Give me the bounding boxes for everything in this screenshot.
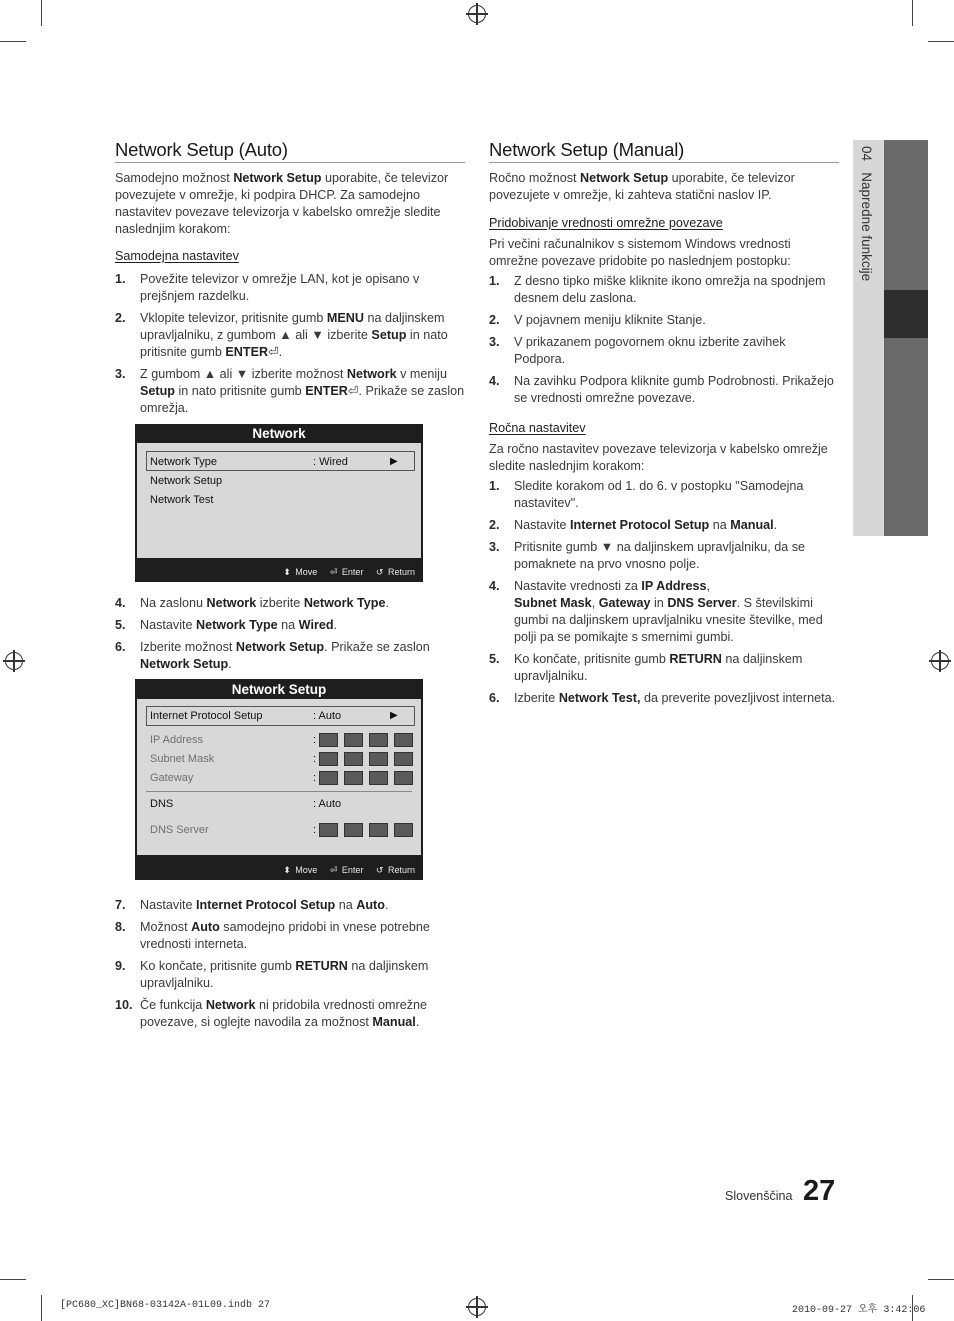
- step-number: 8.: [115, 920, 126, 934]
- crop-mark: [41, 0, 42, 26]
- step-text: V prikazanem pogovornem oknu izberite zavihek Podpora.: [514, 335, 786, 366]
- step-item: [489, 651, 839, 685]
- network-screen: [135, 424, 423, 582]
- network-setup-screen: [135, 679, 423, 880]
- ip-address-fields[interactable]: [319, 733, 413, 747]
- step-number: 10.: [115, 998, 133, 1012]
- chapter-tab-strip: [884, 140, 928, 536]
- step-number: 3.: [489, 540, 500, 554]
- step-number: 1.: [115, 272, 126, 286]
- subtitle-obtain-values: Pridobivanje vrednosti omrežne povezave: [489, 216, 723, 230]
- step-item: [489, 334, 839, 368]
- crop-mark: [0, 1279, 26, 1280]
- network-screen-title: Network: [252, 426, 306, 441]
- step-number: 9.: [115, 959, 126, 973]
- dns-server-label: DNS Server: [150, 824, 209, 836]
- crop-mark: [912, 0, 913, 26]
- network-type-value: : Wired: [313, 456, 348, 468]
- chapter-tab-marker: [884, 290, 928, 338]
- crop-mark: [928, 41, 954, 42]
- step-text: Z gumbom ▲ ali ▼ izberite možnost Network v meniju Setup in nato pritisnite gumb ENTER⏎. Prikaže se zaslon omrežja.: [140, 367, 465, 415]
- colon: :: [313, 753, 317, 765]
- step-item: [115, 595, 465, 612]
- network-setup-screen-footer: ⬍ Move ⏎ Enter ↺ Return: [283, 865, 415, 875]
- step-item: [489, 478, 839, 512]
- step-item: [489, 517, 839, 534]
- ip-address-label: IP Address: [150, 734, 203, 746]
- step-text: Z desno tipko miške kliknite ikono omrežja na spodnjem desnem delu zaslona.: [514, 274, 826, 305]
- step-text: Na zaslonu Network izberite Network Type.: [140, 596, 389, 610]
- dns-value: : Auto: [313, 798, 342, 810]
- step-item: [115, 271, 465, 305]
- network-setup-screen-title: Network Setup: [231, 682, 327, 697]
- network-setup-screen-body: [137, 699, 421, 855]
- step-number: 2.: [489, 518, 500, 532]
- return-icon: ↺: [375, 567, 384, 577]
- step-number: 3.: [489, 335, 500, 349]
- print-file-info: [PC680_XC]BN68-03142A-01L09.indb 27: [60, 1300, 271, 1311]
- step-item: [115, 997, 465, 1031]
- step-text: Nastavite vrednosti za IP Address, Subnet Mask, Gateway in DNS Server. S številskimi gumbi na daljinskem upravljalniku vnesite številke, med polji pa se pomikajte s smernimi gumbi.: [514, 579, 823, 644]
- step-number: 2.: [489, 313, 500, 327]
- step-number: 6.: [115, 640, 126, 654]
- step-item: [115, 919, 465, 953]
- title-rule: [115, 162, 465, 163]
- subtitle-manual-setup: Ročna nastavitev: [489, 421, 586, 435]
- print-date-info: 2010-09-27 오후 3:42:06: [792, 1305, 926, 1316]
- steps-list-a: [115, 271, 465, 422]
- enter-icon: ⏎: [329, 567, 338, 577]
- step-number: 6.: [489, 691, 500, 705]
- step-item: [115, 366, 465, 417]
- step-text: V pojavnem meniju kliknite Stanje.: [514, 313, 706, 327]
- step-number: 4.: [115, 596, 126, 610]
- manual-setup-text: Za ročno nastavitev povezave televizorja v kabelsko omrežje sledite naslednjim korakom:: [489, 442, 828, 473]
- step-text: Možnost Auto samodejno pridobi in vnese potrebne vrednosti interneta.: [140, 920, 430, 951]
- colon: :: [313, 772, 317, 784]
- steps-list-obtain: [489, 273, 839, 412]
- divider: [146, 791, 412, 792]
- ip-setup-value: : Auto: [313, 710, 342, 722]
- step-item: [115, 958, 465, 992]
- step-number: 1.: [489, 274, 500, 288]
- step-text: Sledite korakom od 1. do 6. v postopku "Samodejna nastavitev".: [514, 479, 804, 510]
- colon: :: [313, 824, 317, 836]
- subtitle-auto-setup: Samodejna nastavitev: [115, 249, 239, 263]
- step-text: Ko končate, pritisnite gumb RETURN na daljinskem upravljalniku.: [514, 652, 803, 683]
- step-text: Ko končate, pritisnite gumb RETURN na daljinskem upravljalniku.: [140, 959, 429, 990]
- intro-paragraph-manual: Ročno možnost Network Setup uporabite, če televizor povezujete v omrežje, ki zahteva statični naslov IP.: [489, 171, 795, 202]
- step-item: [115, 617, 465, 634]
- step-number: 5.: [115, 618, 126, 632]
- registration-mark-icon: [5, 652, 23, 670]
- step-item: [489, 578, 839, 646]
- step-text: Pritisnite gumb ▼ na daljinskem upravljalniku, da se pomaknete na prvo vnosno polje.: [514, 540, 806, 571]
- step-item: [115, 897, 465, 914]
- subnet-mask-label: Subnet Mask: [150, 753, 215, 765]
- network-screen-body: [137, 443, 421, 558]
- enter-icon: ⏎: [329, 865, 338, 875]
- registration-mark-icon: [468, 1298, 486, 1316]
- step-number: 1.: [489, 479, 500, 493]
- step-number: 2.: [115, 311, 126, 325]
- section-title-manual: Network Setup (Manual): [489, 139, 685, 160]
- obtain-values-text: Pri večini računalnikov s sistemom Windows vrednosti omrežne povezave pridobite po naslednjem postopku:: [489, 237, 791, 268]
- step-text: Povežite televizor v omrežje LAN, kot je opisano v prejšnjem razdelku.: [140, 272, 420, 303]
- move-icon: ⬍: [283, 567, 291, 577]
- network-setup-item[interactable]: Network Setup: [150, 475, 223, 487]
- step-text: Nastavite Internet Protocol Setup na Auto.: [140, 898, 389, 912]
- steps-list-b: [115, 595, 465, 678]
- network-type-label: Network Type: [150, 456, 218, 468]
- step-text: Če funkcija Network ni pridobila vrednosti omrežne povezave, si oglejte navodila za možnost Manual.: [140, 998, 428, 1029]
- intro-paragraph-auto: Samodejno možnost Network Setup uporabite, če televizor povezujete v omrežje, ki podpira DHCP. Za samodejno nastavitev povezave televizorja v kabelsko omrežje sledite naslednjim korakom:: [115, 171, 449, 236]
- step-number: 5.: [489, 652, 500, 666]
- chapter-tab-label: 04 Napredne funkcije: [859, 146, 874, 282]
- ip-setup-label: Internet Protocol Setup: [150, 710, 263, 722]
- step-text: Izberite možnost Network Setup. Prikaže se zaslon Network Setup.: [140, 640, 430, 671]
- step-text: Nastavite Internet Protocol Setup na Manual.: [514, 518, 778, 532]
- crop-mark: [928, 1279, 954, 1280]
- registration-mark-icon: [468, 5, 486, 23]
- page-number: 27: [803, 1175, 836, 1207]
- step-item: [489, 539, 839, 573]
- crop-mark: [41, 1295, 42, 1321]
- step-text: Na zavihku Podpora kliknite gumb Podrobnosti. Prikažejo se vrednosti omrežne povezave.: [514, 374, 834, 405]
- step-item: [115, 310, 465, 361]
- section-title-auto: Network Setup (Auto): [115, 139, 288, 160]
- right-arrow-icon: ▶: [390, 456, 398, 467]
- step-number: 4.: [489, 579, 500, 593]
- step-text: Izberite Network Test, da preverite povezljivost interneta.: [514, 691, 836, 705]
- steps-list-c: [115, 897, 465, 1036]
- subnet-mask-fields[interactable]: [319, 752, 413, 766]
- dns-label: DNS: [150, 798, 174, 810]
- step-number: 7.: [115, 898, 126, 912]
- dns-server-fields[interactable]: [319, 823, 413, 837]
- registration-mark-icon: [931, 652, 949, 670]
- step-number: 4.: [489, 374, 500, 388]
- step-text: Vklopite televizor, pritisnite gumb MENU na daljinskem upravljalniku, z gumbom ▲ ali ▼ izberite Setup in nato pritisnite gumb ENTER⏎.: [140, 311, 448, 359]
- network-screen-footer: ⬍ Move ⏎ Enter ↺ Return: [283, 567, 415, 577]
- right-arrow-icon: ▶: [390, 710, 398, 721]
- step-item: [489, 373, 839, 407]
- language-label: Slovenščina: [725, 1189, 793, 1203]
- step-item: [115, 639, 465, 673]
- return-icon: ↺: [375, 865, 384, 875]
- step-item: [489, 690, 839, 707]
- network-test-item[interactable]: Network Test: [150, 494, 214, 506]
- crop-mark: [0, 41, 26, 42]
- colon: :: [313, 734, 317, 746]
- move-icon: ⬍: [283, 865, 291, 875]
- gateway-label: Gateway: [150, 772, 194, 784]
- step-item: [489, 312, 839, 329]
- title-rule: [489, 162, 839, 163]
- steps-list-manual: [489, 478, 839, 712]
- step-number: 3.: [115, 367, 126, 381]
- step-item: [489, 273, 839, 307]
- gateway-fields[interactable]: [319, 771, 413, 785]
- step-text: Nastavite Network Type na Wired.: [140, 618, 338, 632]
